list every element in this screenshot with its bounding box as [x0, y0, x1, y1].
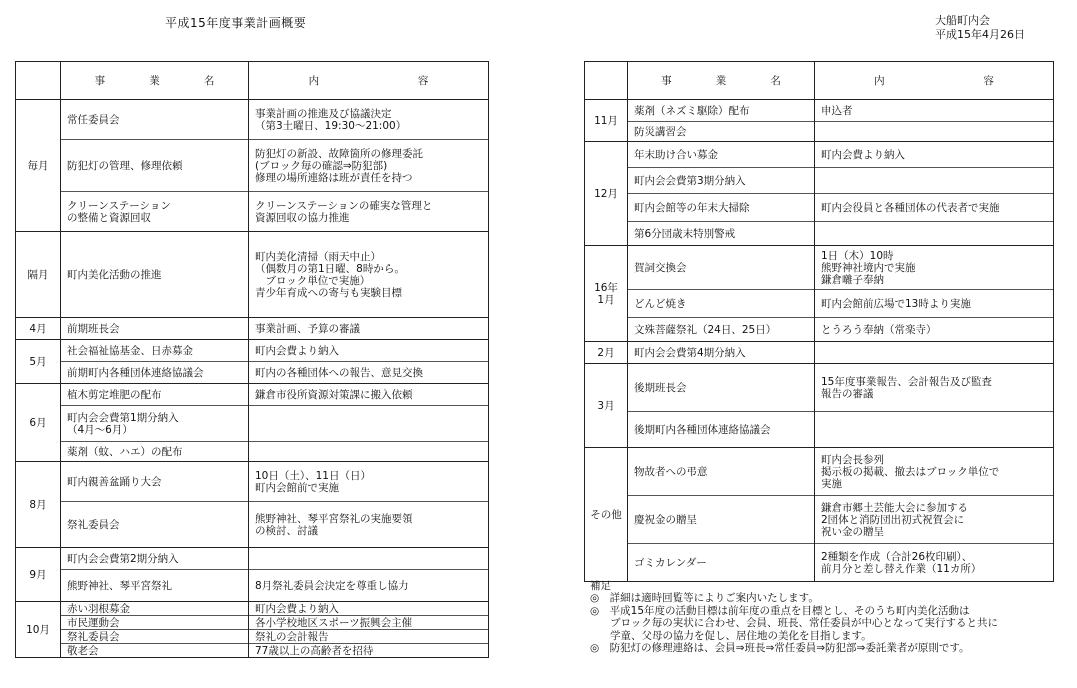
- page-title: 平成15年度事業計画概要: [165, 16, 307, 30]
- month-label: 9月: [29, 568, 47, 581]
- event-content: 熊野神社境内で実施: [821, 261, 916, 274]
- month-label: 3月: [597, 399, 615, 412]
- event-name: 熊野神社、琴平宮祭礼: [67, 579, 172, 592]
- schedule-table-right: [584, 61, 1054, 582]
- event-content-cell: [815, 318, 1054, 342]
- month-cell: [585, 364, 628, 448]
- event-name: クリーンステーション: [67, 199, 171, 212]
- event-content-cell: [249, 644, 489, 658]
- event-name-cell: [628, 122, 815, 142]
- month-group: [585, 246, 1054, 342]
- event-name-cell: [61, 140, 249, 192]
- event-name-cell: [628, 222, 815, 246]
- event-content: とうろう奉納（常楽寺）: [821, 323, 937, 336]
- event-content: 各小学校地区スポーツ振興会主催: [255, 616, 413, 629]
- month-label: 8月: [29, 498, 47, 511]
- month-label: 2月: [597, 346, 615, 359]
- event-name: 防犯灯の管理、修理依頼: [67, 159, 183, 172]
- event-content-cell: [249, 462, 489, 502]
- event-content-cell: [249, 340, 489, 362]
- event-name: 赤い羽根募金: [67, 602, 130, 615]
- table-row: [16, 548, 489, 570]
- event-name-cell: [61, 570, 249, 602]
- month-group: [16, 548, 489, 602]
- table-row: [585, 342, 1054, 364]
- event-content: 実施: [821, 477, 842, 490]
- month-group: [585, 342, 1054, 364]
- event-content-cell: [249, 502, 489, 548]
- month-cell: [16, 384, 61, 462]
- event-content-cell: [815, 100, 1054, 122]
- month-cell: [16, 462, 61, 548]
- event-content-cell: [249, 232, 489, 318]
- event-content: 報告の審議: [821, 387, 874, 400]
- event-content-cell: [815, 142, 1054, 168]
- event-content: （第3土曜日、19:30～21:00）: [255, 119, 407, 132]
- header-content: 内 容: [249, 62, 489, 100]
- event-content: 77歳以上の高齢者を招待: [255, 644, 374, 657]
- event-content-cell: [815, 412, 1054, 448]
- event-content-cell: [815, 290, 1054, 318]
- event-name: 常任委員会: [67, 113, 120, 126]
- event-content: 事業計画、予算の審議: [255, 322, 360, 335]
- table-row: [585, 246, 1054, 290]
- event-content-cell: [249, 548, 489, 570]
- table-row: [585, 448, 1054, 496]
- event-name-cell: [61, 502, 249, 548]
- event-name: 町内会会費第4期分納入: [634, 346, 746, 359]
- table-row: [585, 412, 1054, 448]
- event-name-cell: [61, 384, 249, 406]
- event-name: 町内会会費第1期分納入: [67, 411, 179, 424]
- event-content-cell: [249, 318, 489, 340]
- month-cell: [16, 232, 61, 318]
- table-row: [16, 318, 489, 340]
- event-name: 町内親善盆踊り大会: [67, 475, 162, 488]
- event-name: 町内美化活動の推進: [67, 268, 162, 281]
- event-name: ゴミカレンダー: [634, 556, 707, 569]
- event-content: 鎌倉囃子奉納: [821, 273, 884, 286]
- month-label: 16年: [594, 281, 618, 294]
- month-cell: [585, 246, 628, 342]
- month-group: [16, 462, 489, 548]
- event-content: 祭礼の会計報告: [255, 630, 329, 643]
- event-content-cell: [815, 544, 1054, 582]
- event-content: 鎌倉市役所資源対策課に搬入依頼: [255, 388, 413, 401]
- schedule-table-left: [15, 61, 489, 658]
- event-name: 市民運動会: [67, 616, 120, 629]
- event-content: 町内会館前広場で13時より実施: [821, 297, 971, 310]
- event-name: 第6分団歳末特別警戒: [634, 227, 736, 240]
- event-content-cell: [815, 246, 1054, 290]
- table-row: [16, 602, 489, 616]
- event-content-cell: [249, 602, 489, 616]
- event-content-cell: [815, 342, 1054, 364]
- month-label: 5月: [29, 355, 47, 368]
- event-content-cell: [815, 194, 1054, 222]
- month-cell: [16, 318, 61, 340]
- event-content-cell: [249, 570, 489, 602]
- month-label: 11月: [594, 114, 618, 127]
- event-name-cell: [61, 362, 249, 384]
- event-content: 修理の場所連絡は班が責任を持つ: [255, 171, 413, 184]
- table-row: [16, 192, 489, 232]
- month-group: [16, 602, 489, 658]
- table-row: [16, 362, 489, 384]
- event-content: 町内美化清掃（雨天中止）: [255, 250, 381, 263]
- event-content: 2種類を作成（合計26枚印刷）、: [821, 550, 973, 563]
- table-row: [16, 340, 489, 362]
- event-name-cell: [628, 290, 815, 318]
- month-group: [16, 318, 489, 340]
- table-row: [585, 544, 1054, 582]
- event-content: の検討、討議: [255, 524, 318, 537]
- table-row: [16, 644, 489, 658]
- event-name-cell: [61, 406, 249, 442]
- event-name-cell: [628, 246, 815, 290]
- header-month: [16, 62, 61, 100]
- event-name-cell: [61, 192, 249, 232]
- table-row: [585, 222, 1054, 246]
- note-line: ◎ 平成15年度の活動目標は前年度の重点を目標とし、そのうち町内美化活動は: [590, 604, 970, 617]
- event-name: 文殊菩薩祭礼（24日、25日）: [634, 323, 777, 336]
- event-name: 社会福祉協基金、日赤募金: [67, 344, 193, 357]
- event-name-cell: [628, 342, 815, 364]
- event-content-cell: [249, 616, 489, 630]
- event-content-cell: [249, 442, 489, 462]
- table-row: [16, 232, 489, 318]
- table-row: [16, 384, 489, 406]
- month-group: [16, 100, 489, 232]
- event-content: 祝い金の贈呈: [821, 525, 884, 538]
- header-name: 事 業 名: [61, 62, 249, 100]
- event-content-cell: [249, 140, 489, 192]
- month-cell: [16, 100, 61, 232]
- notes-heading: 補足: [590, 580, 611, 592]
- table-row: [585, 318, 1054, 342]
- event-name: 薬剤（蚊、ハエ）の配布: [67, 445, 183, 458]
- event-content: 8月祭礼委員会決定を尊重し協力: [255, 579, 409, 592]
- table-row: [16, 502, 489, 548]
- month-label: 4月: [29, 322, 47, 335]
- month-cell: [16, 340, 61, 384]
- month-label: その他: [590, 508, 622, 521]
- event-content: 町内会費より納入: [255, 602, 339, 615]
- event-name-cell: [61, 462, 249, 502]
- table-row: [585, 100, 1054, 122]
- table-row: [585, 122, 1054, 142]
- event-name: （4月～6月）: [67, 423, 133, 436]
- note-line: ◎ 防犯灯の修理連絡は、会員⇒班長⇒常任委員⇒防犯部⇒委託業者が原則です。: [590, 642, 970, 655]
- event-content: 掲示板の掲載、撤去はブロック単位で: [821, 465, 1000, 478]
- event-name-cell: [61, 318, 249, 340]
- event-content: 鎌倉市郷土芸能大会に参加する: [821, 501, 968, 514]
- table-row: [16, 406, 489, 442]
- event-name-cell: [61, 616, 249, 630]
- event-content-cell: [815, 364, 1054, 412]
- event-name: 祭礼委員会: [67, 630, 120, 643]
- event-name-cell: [61, 548, 249, 570]
- organization-name: 大船町内会: [935, 14, 990, 27]
- event-name-cell: [61, 442, 249, 462]
- month-label: 6月: [29, 416, 47, 429]
- event-name-cell: [628, 364, 815, 412]
- note-line: 学童、父母の協力を促し、居住地の美化を目指します。: [610, 629, 872, 642]
- note-line: ◎ 詳細は適時回覧等によりご案内いたします。: [590, 592, 819, 605]
- table-row: [16, 616, 489, 630]
- event-name: 賀詞交換会: [634, 261, 687, 274]
- event-name: 町内会会費第3期分納入: [634, 174, 746, 187]
- table-row: [585, 290, 1054, 318]
- event-name-cell: [628, 194, 815, 222]
- event-name: 町内会館等の年末大掃除: [634, 201, 750, 214]
- event-name-cell: [628, 168, 815, 194]
- event-content: 町内会館前で実施: [255, 481, 339, 494]
- table-row: [16, 100, 489, 140]
- event-content: 青少年育成への寄与も実験目標: [255, 286, 402, 299]
- event-name: 年末助け合い募金: [634, 148, 718, 161]
- event-content-cell: [815, 122, 1054, 142]
- event-name-cell: [628, 318, 815, 342]
- event-name-cell: [61, 232, 249, 318]
- month-group: [585, 448, 1054, 582]
- event-content: 2団体と消防団出初式祝賀会に: [821, 513, 965, 526]
- table-row: [16, 570, 489, 602]
- event-content: 町内の各種団体への報告、意見交換: [255, 366, 423, 379]
- event-content: 事業計画の推進及び協議決定: [255, 107, 392, 120]
- month-cell: [585, 448, 628, 582]
- event-name: 前期町内各種団体連絡協議会: [67, 366, 204, 379]
- event-content: 町内会役員と各種団体の代表者で実施: [821, 201, 1000, 214]
- event-name-cell: [61, 340, 249, 362]
- table-row: [585, 496, 1054, 544]
- event-content: 前月分と差し替え作業（11カ所）: [821, 562, 982, 575]
- event-name-cell: [628, 142, 815, 168]
- event-content: 資源回収の協力推進: [255, 211, 350, 224]
- event-content-cell: [249, 630, 489, 644]
- month-cell: [585, 100, 628, 142]
- event-name: 慶祝金の贈呈: [634, 513, 697, 526]
- event-name: 植木剪定堆肥の配布: [67, 388, 162, 401]
- event-content: 町内会長参列: [821, 453, 884, 466]
- month-group: [585, 100, 1054, 142]
- event-name-cell: [628, 544, 815, 582]
- month-cell: [585, 342, 628, 364]
- event-content: 10日（土）、11日（日）: [255, 469, 371, 482]
- event-name-cell: [628, 496, 815, 544]
- month-label: 隔月: [27, 268, 49, 281]
- month-cell: [16, 602, 61, 658]
- table-row: [585, 364, 1054, 412]
- month-cell: [585, 142, 628, 246]
- event-name: 敬老会: [67, 644, 99, 657]
- month-label: 10月: [26, 623, 50, 636]
- event-name: 防災講習会: [634, 125, 687, 138]
- event-content-cell: [249, 192, 489, 232]
- month-group: [585, 364, 1054, 448]
- event-content: クリーンステーションの確実な管理と: [255, 199, 433, 212]
- header-content: 内 容: [815, 62, 1054, 100]
- month-group: [16, 340, 489, 384]
- event-name-cell: [61, 602, 249, 616]
- month-label: 12月: [594, 187, 618, 200]
- event-content: 町内会費より納入: [821, 148, 905, 161]
- event-name: 物故者への弔意: [634, 465, 708, 478]
- header-month: [585, 62, 628, 100]
- event-content-cell: [815, 168, 1054, 194]
- table-row: [16, 442, 489, 462]
- event-content-cell: [815, 222, 1054, 246]
- event-content-cell: [249, 384, 489, 406]
- event-name-cell: [628, 412, 815, 448]
- event-name-cell: [61, 630, 249, 644]
- event-content-cell: [249, 100, 489, 140]
- event-content-cell: [815, 496, 1054, 544]
- month-label: 1月: [597, 293, 615, 306]
- table-row: [16, 462, 489, 502]
- month-group: [16, 232, 489, 318]
- month-group: [585, 142, 1054, 246]
- event-name-cell: [628, 100, 815, 122]
- event-content: (ブロック毎の確認⇒防犯部): [255, 159, 388, 172]
- event-content: 防犯灯の新設、故障箇所の修理委託: [255, 147, 423, 160]
- header-name: 事 業 名: [628, 62, 815, 100]
- month-cell: [16, 548, 61, 602]
- event-name: の整備と資源回収: [67, 211, 151, 224]
- event-name: 町内会会費第2期分納入: [67, 552, 179, 565]
- event-name: 後期町内各種団体連絡協議会: [634, 423, 771, 436]
- month-group: [16, 384, 489, 462]
- note-line: ブロック毎の実状に合わせ、会員、班長、常任委員が中心となって実行すると共に: [610, 617, 998, 630]
- event-name: どんど焼き: [634, 297, 687, 310]
- table-row: [585, 168, 1054, 194]
- event-content: 熊野神社、琴平宮祭礼の実施要領: [255, 512, 413, 525]
- event-content-cell: [249, 406, 489, 442]
- month-label: 毎月: [27, 159, 49, 172]
- table-row: [16, 630, 489, 644]
- event-content: （偶数月の第1日曜、8時から。: [255, 262, 405, 275]
- event-content-cell: [815, 448, 1054, 496]
- event-content: 町内会費より納入: [255, 344, 339, 357]
- event-name: 祭礼委員会: [67, 518, 120, 531]
- table-row: [585, 142, 1054, 168]
- event-name: 前期班長会: [67, 322, 120, 335]
- event-name: 後期班長会: [634, 381, 687, 394]
- event-content-cell: [249, 362, 489, 384]
- event-content: ブロック単位で実施）: [255, 274, 371, 287]
- event-content: 1日（木）10時: [821, 249, 894, 262]
- notes-section: [590, 580, 1060, 654]
- event-content: 15年度事業報告、会計報告及び監査: [821, 375, 992, 388]
- event-name: 薬剤（ネズミ駆除）配布: [634, 104, 750, 117]
- table-row: [585, 194, 1054, 222]
- document-date: 平成15年4月26日: [935, 28, 1025, 41]
- table-row: [16, 140, 489, 192]
- event-name-cell: [61, 100, 249, 140]
- event-name-cell: [628, 448, 815, 496]
- event-name-cell: [61, 644, 249, 658]
- event-content: 申込者: [821, 104, 853, 117]
